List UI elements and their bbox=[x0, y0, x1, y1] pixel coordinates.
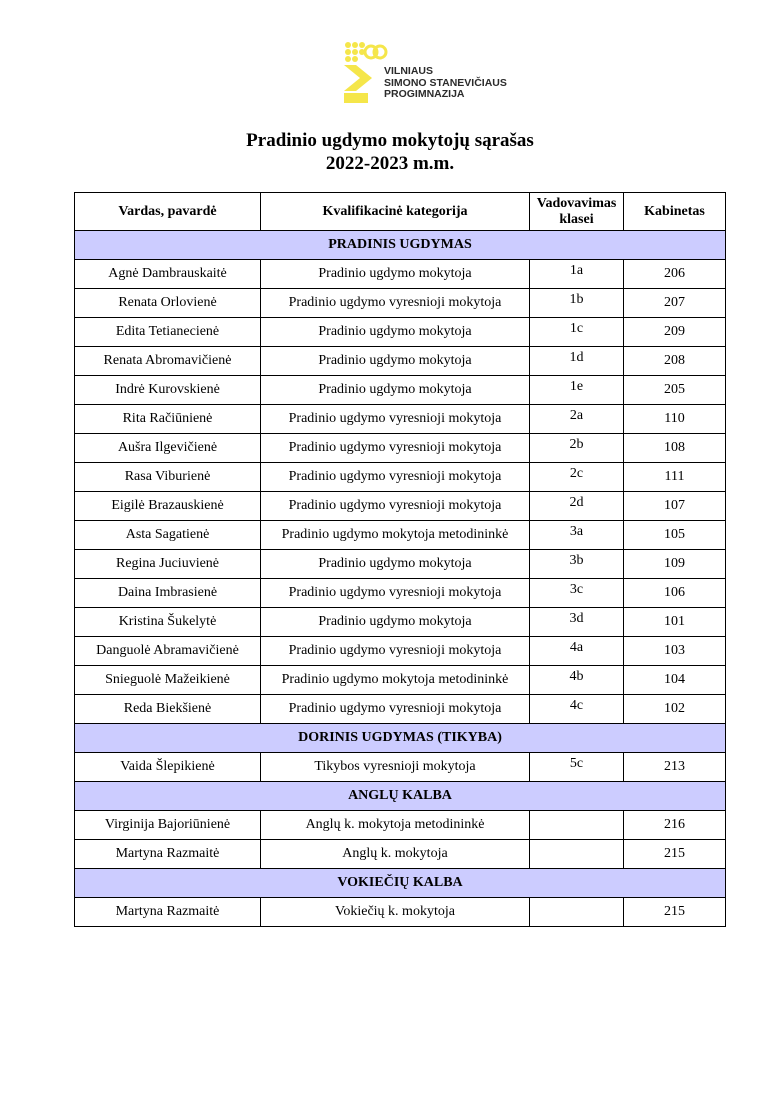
qualification-cell: Pradinio ugdymo vyresnioji mokytoja bbox=[261, 579, 530, 608]
room-cell: 207 bbox=[624, 289, 726, 318]
room-cell: 101 bbox=[624, 608, 726, 637]
table-row bbox=[75, 492, 726, 521]
class-cell: 1a bbox=[530, 260, 624, 289]
table-row bbox=[75, 550, 726, 579]
school-name-line-2: SIMONO STANEVIČIAUS bbox=[384, 76, 507, 89]
room-cell: 107 bbox=[624, 492, 726, 521]
room-cell: 205 bbox=[624, 376, 726, 405]
qualification-cell: Pradinio ugdymo vyresnioji mokytoja bbox=[261, 434, 530, 463]
teacher-name-cell: Vaida Šlepikienė bbox=[75, 753, 261, 782]
teacher-name-cell: Eigilė Brazauskienė bbox=[75, 492, 261, 521]
header-qualification: Kvalifikacinė kategorija bbox=[261, 193, 530, 231]
header-class bbox=[530, 193, 624, 231]
class-cell: 3a bbox=[530, 521, 624, 550]
table-row bbox=[75, 753, 726, 782]
teacher-name-cell: Daina Imbrasienė bbox=[75, 579, 261, 608]
header-class-line-2: klasei bbox=[559, 211, 594, 227]
class-cell: 4b bbox=[530, 666, 624, 695]
class-cell: 3b bbox=[530, 550, 624, 579]
teacher-name-cell: Martyna Razmaitė bbox=[75, 898, 261, 927]
header-class-line-1: Vadovavimas bbox=[536, 195, 617, 211]
qualification-cell: Pradinio ugdymo vyresnioji mokytoja bbox=[261, 492, 530, 521]
class-cell: 2a bbox=[530, 405, 624, 434]
table-body bbox=[75, 231, 726, 927]
table-header-row bbox=[75, 193, 726, 231]
table-row bbox=[75, 405, 726, 434]
class-cell: 2b bbox=[530, 434, 624, 463]
qualification-cell: Anglų k. mokytoja bbox=[261, 840, 530, 869]
qualification-cell: Pradinio ugdymo mokytoja bbox=[261, 376, 530, 405]
class-cell bbox=[530, 811, 624, 840]
section-header-row bbox=[75, 782, 726, 811]
table-row bbox=[75, 376, 726, 405]
table-row bbox=[75, 347, 726, 376]
teacher-name-cell: Snieguolė Mažeikienė bbox=[75, 666, 261, 695]
school-name-line-1: VILNIAUS bbox=[384, 65, 434, 77]
qualification-cell: Pradinio ugdymo vyresnioji mokytoja bbox=[261, 289, 530, 318]
teacher-name-cell: Aušra Ilgevičienė bbox=[75, 434, 261, 463]
teacher-name-cell: Agnė Dambrauskaitė bbox=[75, 260, 261, 289]
table-row bbox=[75, 579, 726, 608]
teacher-name-cell: Martyna Razmaitė bbox=[75, 840, 261, 869]
teacher-name-cell: Rita Račiūnienė bbox=[75, 405, 261, 434]
class-cell: 1e bbox=[530, 376, 624, 405]
qualification-cell: Pradinio ugdymo vyresnioji mokytoja bbox=[261, 637, 530, 666]
class-cell: 2d bbox=[530, 492, 624, 521]
room-cell: 109 bbox=[624, 550, 726, 579]
qualification-cell: Pradinio ugdymo vyresnioji mokytoja bbox=[261, 695, 530, 724]
room-cell: 206 bbox=[624, 260, 726, 289]
table-row bbox=[75, 434, 726, 463]
table-row bbox=[75, 318, 726, 347]
qualification-cell: Vokiečių k. mokytoja bbox=[261, 898, 530, 927]
header-room: Kabinetas bbox=[624, 193, 726, 231]
section-header-row bbox=[75, 231, 726, 260]
class-cell bbox=[530, 840, 624, 869]
school-name-line-3: PROGIMNAZIJA bbox=[384, 88, 465, 100]
room-cell: 215 bbox=[624, 898, 726, 927]
room-cell: 213 bbox=[624, 753, 726, 782]
room-cell: 110 bbox=[624, 405, 726, 434]
class-cell: 5c bbox=[530, 753, 624, 782]
class-cell: 3c bbox=[530, 579, 624, 608]
school-name bbox=[384, 66, 507, 101]
section-header-row bbox=[75, 869, 726, 898]
room-cell: 209 bbox=[624, 318, 726, 347]
class-cell: 3d bbox=[530, 608, 624, 637]
table-row bbox=[75, 666, 726, 695]
teacher-name-cell: Edita Tetianecienė bbox=[75, 318, 261, 347]
teacher-name-cell: Kristina Šukelytė bbox=[75, 608, 261, 637]
room-cell: 216 bbox=[624, 811, 726, 840]
qualification-cell: Tikybos vyresnioji mokytoja bbox=[261, 753, 530, 782]
table-row bbox=[75, 521, 726, 550]
room-cell: 208 bbox=[624, 347, 726, 376]
class-cell bbox=[530, 898, 624, 927]
room-cell: 104 bbox=[624, 666, 726, 695]
table-row bbox=[75, 289, 726, 318]
table-row bbox=[75, 898, 726, 927]
section-title: PRADINIS UGDYMAS bbox=[75, 231, 726, 260]
teacher-name-cell: Regina Juciuvienė bbox=[75, 550, 261, 579]
class-cell: 1d bbox=[530, 347, 624, 376]
section-header-row bbox=[75, 724, 726, 753]
room-cell: 105 bbox=[624, 521, 726, 550]
section-title: VOKIEČIŲ KALBA bbox=[75, 869, 726, 898]
room-cell: 102 bbox=[624, 695, 726, 724]
table-row bbox=[75, 260, 726, 289]
teacher-name-cell: Asta Sagatienė bbox=[75, 521, 261, 550]
table-row bbox=[75, 463, 726, 492]
teacher-table bbox=[74, 192, 726, 927]
teacher-name-cell: Rasa Viburienė bbox=[75, 463, 261, 492]
class-cell: 4c bbox=[530, 695, 624, 724]
class-cell: 1b bbox=[530, 289, 624, 318]
teacher-name-cell: Reda Biekšienė bbox=[75, 695, 261, 724]
room-cell: 215 bbox=[624, 840, 726, 869]
class-cell: 2c bbox=[530, 463, 624, 492]
teacher-name-cell: Virginija Bajoriūnienė bbox=[75, 811, 261, 840]
qualification-cell: Pradinio ugdymo mokytoja bbox=[261, 608, 530, 637]
table-row bbox=[75, 811, 726, 840]
table-row bbox=[75, 695, 726, 724]
class-cell: 1c bbox=[530, 318, 624, 347]
header-name: Vardas, pavardė bbox=[75, 193, 261, 231]
qualification-cell: Anglų k. mokytoja metodininkė bbox=[261, 811, 530, 840]
qualification-cell: Pradinio ugdymo mokytoja bbox=[261, 260, 530, 289]
teacher-name-cell: Danguolė Abramavičienė bbox=[75, 637, 261, 666]
document-title: Pradinio ugdymo mokytojų sąrašas bbox=[246, 130, 534, 151]
teacher-name-cell: Renata Orlovienė bbox=[75, 289, 261, 318]
qualification-cell: Pradinio ugdymo mokytoja metodininkė bbox=[261, 666, 530, 695]
teacher-name-cell: Indrė Kurovskienė bbox=[75, 376, 261, 405]
table-row bbox=[75, 840, 726, 869]
table-row bbox=[75, 608, 726, 637]
qualification-cell: Pradinio ugdymo mokytoja bbox=[261, 318, 530, 347]
document-subtitle: 2022-2023 m.m. bbox=[325, 153, 455, 174]
qualification-cell: Pradinio ugdymo vyresnioji mokytoja bbox=[261, 405, 530, 434]
table-row bbox=[75, 637, 726, 666]
section-title: ANGLŲ KALBA bbox=[75, 782, 726, 811]
qualification-cell: Pradinio ugdymo mokytoja metodininkė bbox=[261, 521, 530, 550]
section-title: DORINIS UGDYMAS (TIKYBA) bbox=[75, 724, 726, 753]
qualification-cell: Pradinio ugdymo mokytoja bbox=[261, 347, 530, 376]
room-cell: 108 bbox=[624, 434, 726, 463]
qualification-cell: Pradinio ugdymo vyresnioji mokytoja bbox=[261, 463, 530, 492]
room-cell: 106 bbox=[624, 579, 726, 608]
teacher-name-cell: Renata Abromavičienė bbox=[75, 347, 261, 376]
class-cell: 4a bbox=[530, 637, 624, 666]
room-cell: 103 bbox=[624, 637, 726, 666]
qualification-cell: Pradinio ugdymo mokytoja bbox=[261, 550, 530, 579]
room-cell: 111 bbox=[624, 463, 726, 492]
